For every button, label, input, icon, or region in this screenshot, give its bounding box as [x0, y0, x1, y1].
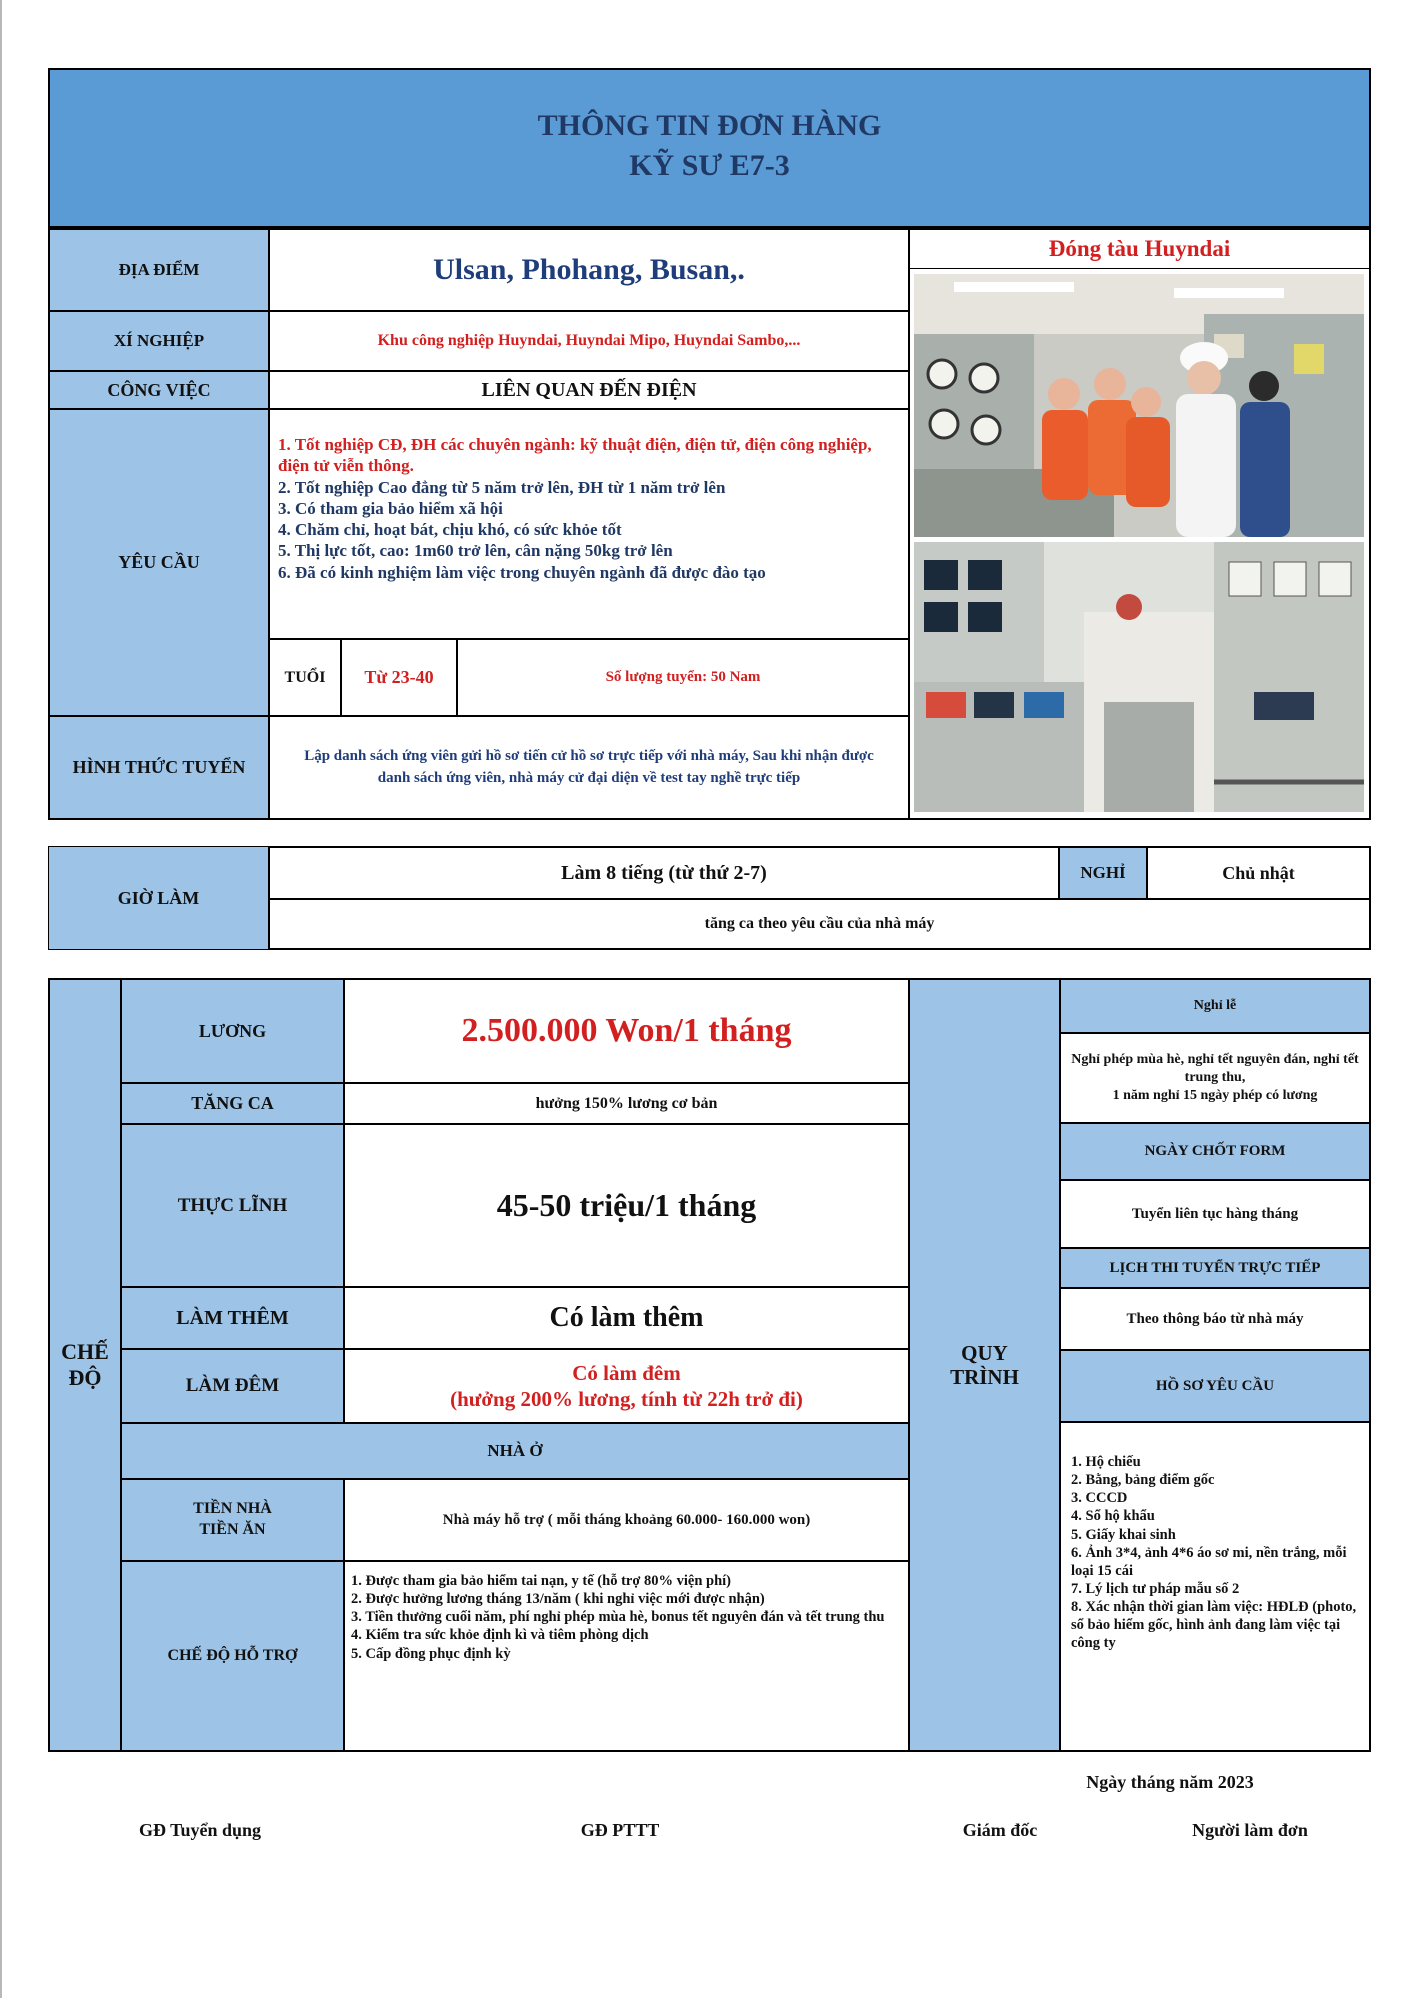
holiday-label: Nghỉ lễ: [1060, 979, 1370, 1033]
support-item: 3. Tiền thưởng cuối năm, phí nghỉ phép mùa hè, bonus tết nguyên đán và tết trung thu: [351, 1609, 885, 1626]
process-side-label: QUY TRÌNH: [909, 979, 1060, 1751]
document-item: 5. Giấy khai sinh: [1071, 1526, 1176, 1543]
overtime-value: hưởng 150% lương cơ bản: [344, 1083, 909, 1124]
deadline-value: Tuyển liên tục hàng tháng: [1060, 1180, 1370, 1248]
document-item: 3. CCCD: [1071, 1490, 1128, 1507]
overtime-note: tăng ca theo yêu cầu của nhà máy: [269, 899, 1370, 949]
header-title: THÔNG TIN ĐƠN HÀNG: [537, 109, 882, 142]
photo-caption: Đóng tàu Huyndai: [909, 229, 1370, 269]
support-item: 4. Kiểm tra sức khỏe định kì và tiêm phòng dịch: [351, 1627, 649, 1644]
location-label: ĐỊA ĐIỂM: [49, 229, 269, 311]
extra-work-value: Có làm thêm: [344, 1287, 909, 1349]
night-work-value: [344, 1349, 909, 1423]
company-value: Khu công nghiệp Huyndai, Huyndai Mipo, Huyndai Sambo,...: [269, 311, 909, 371]
support-item: 1. Được tham gia bảo hiểm tai nạn, y tế (hỗ trợ 80% viện phí): [351, 1573, 732, 1589]
night-work-line1: Có làm đêm: [572, 1360, 681, 1385]
signature-development-director: GĐ PTTT: [580, 1820, 660, 1840]
benefits-side-label: CHẾ ĐỘ: [49, 979, 121, 1751]
housing-cost-label: TIỀN NHÀ: [193, 1500, 272, 1518]
requirements-list: [269, 409, 909, 639]
day-off-value: Chủ nhật: [1147, 847, 1370, 899]
document-item: 1. Hộ chiếu: [1071, 1454, 1141, 1470]
support-label: CHẾ ĐỘ HỖ TRỢ: [121, 1561, 344, 1751]
requirement-item: 4. Chăm chỉ, hoạt bát, chịu khó, có sức khỏe tốt: [278, 520, 622, 539]
quantity-value: Số lượng tuyển: 50 Nam: [457, 639, 909, 716]
age-label: TUỔI: [269, 639, 341, 716]
job-value: LIÊN QUAN ĐẾN ĐIỆN: [269, 371, 909, 409]
night-work-label: LÀM ĐÊM: [121, 1349, 344, 1423]
footer-date: Ngày tháng năm 2023: [1086, 1772, 1254, 1792]
company-label: XÍ NGHIỆP: [49, 311, 269, 371]
day-off-label: NGHỈ: [1059, 847, 1147, 899]
requirement-item: 2. Tốt nghiệp Cao đẳng từ 5 năm trở lên, ĐH từ 1 năm trở lên: [278, 477, 726, 497]
living-cost-value: Nhà máy hỗ trợ ( mỗi tháng khoảng 60.000- 160.000 won): [344, 1479, 909, 1561]
food-cost-label: TIỀN ĂN: [199, 1521, 266, 1538]
age-value: Từ 23-40: [341, 639, 457, 716]
support-item: 5. Cấp đồng phục định kỳ: [351, 1645, 511, 1662]
net-income-value: 45-50 triệu/1 tháng: [344, 1124, 909, 1287]
net-income-label: THỰC LĨNH: [121, 1124, 344, 1287]
job-label: CÔNG VIỆC: [49, 371, 269, 409]
deadline-label: NGÀY CHỐT FORM: [1060, 1123, 1370, 1180]
requirement-item: 3. Có tham gia bảo hiểm xã hội: [278, 498, 503, 518]
extra-work-label: LÀM THÊM: [121, 1287, 344, 1349]
exam-label: LỊCH THI TUYỂN TRỰC TIẾP: [1060, 1248, 1370, 1288]
location-value: Ulsan, Phohang, Busan,.: [269, 229, 909, 311]
signature-applicant: Người làm đơn: [1192, 1820, 1308, 1840]
work-hours-value: Làm 8 tiếng (từ thứ 2-7): [269, 847, 1059, 899]
living-cost-label: [121, 1479, 344, 1561]
signature-recruitment-director: GĐ Tuyển dụng: [138, 1820, 262, 1840]
night-work-line2: (hưởng 200% lương, tính từ 22h trở đi): [450, 1387, 803, 1411]
salary-label: LƯƠNG: [121, 979, 344, 1083]
documents-list: [1060, 1422, 1370, 1751]
exam-value: Theo thông báo từ nhà máy: [1060, 1288, 1370, 1350]
requirements-label: YÊU CẦU: [49, 409, 269, 716]
header-banner: [48, 68, 1371, 228]
document-item: 6. Ảnh 3*4, ảnh 4*6 áo sơ mi, nền trắng, mỗi loại 15 cái: [1071, 1544, 1347, 1579]
holiday-value-line1: Nghỉ phép mùa hè, nghỉ tết nguyên đán, nghỉ tết trung thu,: [1071, 1051, 1359, 1085]
document-item: 7. Lý lịch tư pháp mẫu số 2: [1071, 1580, 1240, 1597]
switchboard-room-photo: [914, 542, 1364, 812]
holiday-value: [1060, 1033, 1370, 1123]
support-list: [344, 1561, 909, 1751]
hours-label: GIỜ LÀM: [49, 847, 269, 949]
engineers-control-room-photo: [914, 274, 1364, 537]
document-item: 8. Xác nhận thời gian làm việc: HĐLĐ (photo, sổ bảo hiểm gốc, hình ảnh đang làm việc tại công ty: [1071, 1599, 1357, 1652]
salary-value: 2.500.000 Won/1 tháng: [344, 979, 909, 1083]
header-subtitle: KỸ SƯ E7-3: [629, 149, 790, 182]
support-item: 2. Được hưởng lương tháng 13/năm ( khi nghỉ việc mới được nhận): [351, 1591, 765, 1608]
requirement-item: 1. Tốt nghiệp CĐ, ĐH các chuyên ngành: kỹ thuật điện, điện tử, điện công nghiệp, điện tử viễn thông.: [278, 435, 872, 476]
document-item: 4. Sổ hộ khẩu: [1071, 1508, 1155, 1525]
recruit-value: Lập danh sách ứng viên gửi hồ sơ tiến cử hồ sơ trực tiếp với nhà máy, Sau khi nhận được danh sách ứng viên, nhà máy cử đại diện về test tay nghề trực tiếp: [269, 716, 909, 819]
requirement-item: 6. Đã có kinh nghiệm làm việc trong chuyên ngành đã được đào tạo: [278, 562, 766, 582]
signature-director: Giám đốc: [962, 1820, 1038, 1840]
housing-label: NHÀ Ở: [121, 1423, 909, 1479]
overtime-label: TĂNG CA: [121, 1083, 344, 1124]
documents-label: HỒ SƠ YÊU CẦU: [1060, 1350, 1370, 1422]
document-item: 2. Bằng, bảng điểm gốc: [1071, 1472, 1215, 1489]
requirement-item: 5. Thị lực tốt, cao: 1m60 trở lên, cân nặng 50kg trở lên: [278, 541, 673, 561]
holiday-value-line2: 1 năm nghỉ 15 ngày phép có lương: [1112, 1088, 1318, 1104]
recruit-label: HÌNH THỨC TUYỂN: [49, 716, 269, 819]
